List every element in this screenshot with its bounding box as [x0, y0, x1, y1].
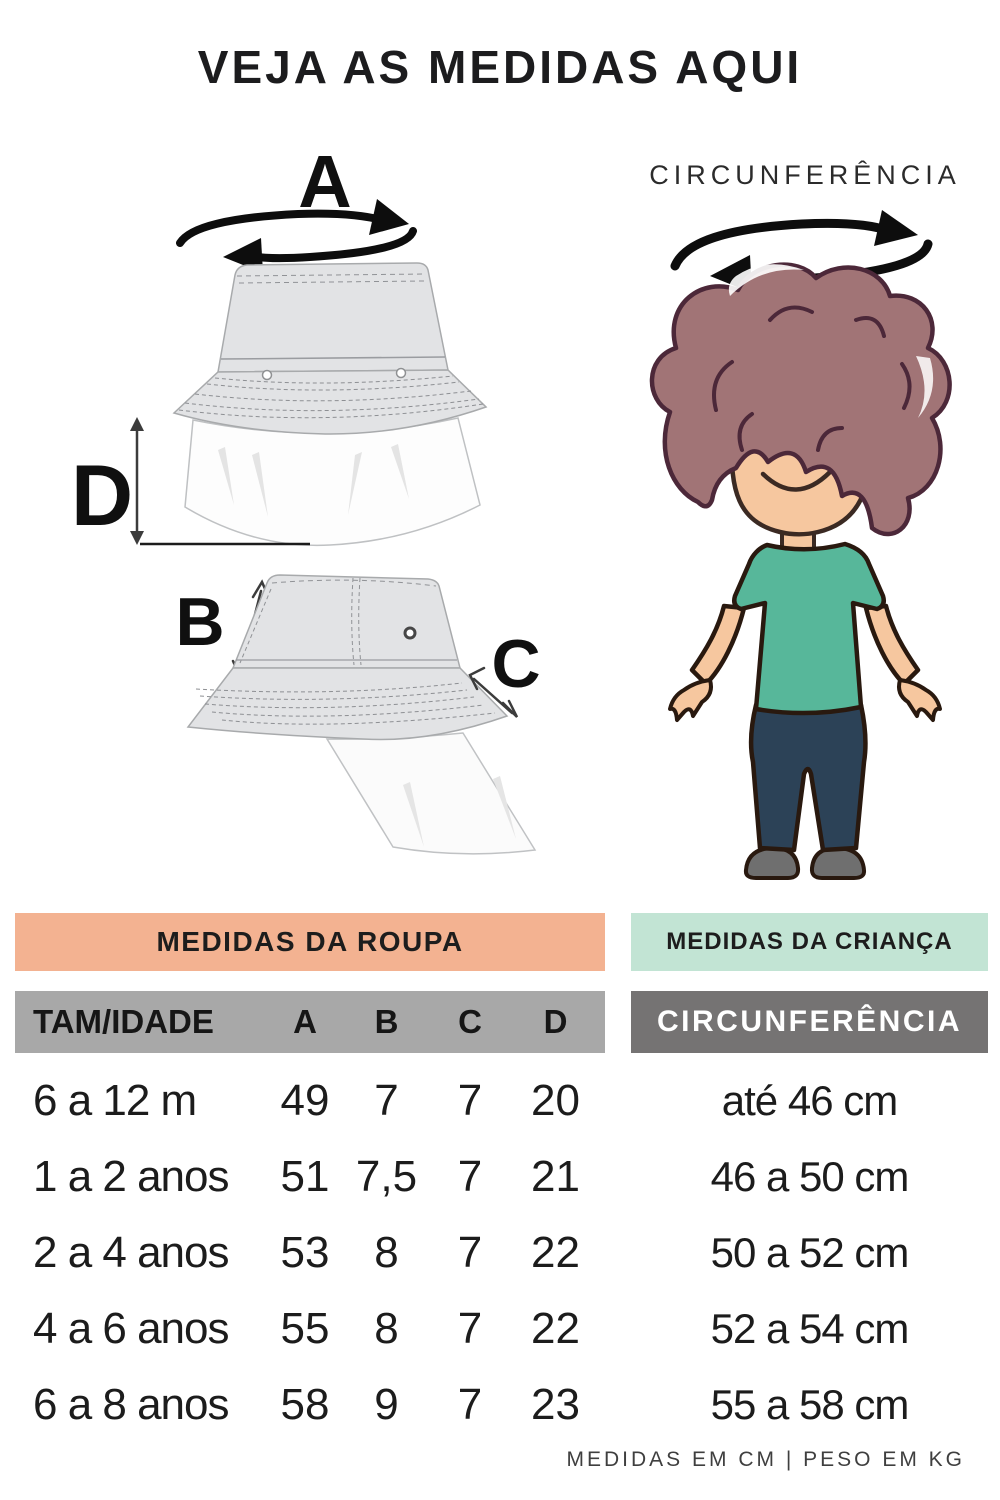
size-cell: 6 a 12 m — [33, 1076, 197, 1125]
hat-crown — [233, 575, 460, 668]
b-cell: 8 — [374, 1304, 399, 1353]
c-cell: 7 — [457, 1076, 483, 1125]
rotation-arrow-icon — [180, 199, 413, 273]
child-shirt — [734, 544, 884, 713]
hat-front-illustration — [55, 135, 615, 565]
b-cell: 7,5 — [355, 1152, 418, 1201]
child-illustration — [620, 200, 990, 890]
child-shoes — [746, 848, 864, 878]
child-left-arm — [670, 606, 744, 720]
a-cell: 49 — [280, 1076, 330, 1125]
c-cell: 7 — [457, 1304, 483, 1353]
table-row: 55 a 58 cm — [710, 1381, 909, 1428]
a-cell: 51 — [280, 1152, 330, 1201]
table-row — [15, 1063, 605, 1139]
child-table-column: CIRCUNFERÊNCIA — [631, 991, 988, 1053]
c-cell: 7 — [457, 1152, 483, 1201]
size-cell: 1 a 2 anos — [33, 1152, 229, 1201]
size-cell: 2 a 4 anos — [33, 1228, 229, 1277]
dimension-a-label: A — [298, 140, 352, 223]
hat-neck-flap — [327, 733, 535, 854]
hat-eyelet — [405, 628, 415, 638]
d-cell: 23 — [531, 1380, 580, 1429]
d-cell: 22 — [531, 1304, 580, 1353]
table-row — [15, 1139, 605, 1215]
d-cell: 22 — [531, 1228, 580, 1277]
a-cell: 58 — [280, 1380, 330, 1429]
table-row — [15, 1215, 605, 1291]
c-cell: 7 — [457, 1380, 483, 1429]
table-row: 46 a 50 cm — [710, 1153, 909, 1200]
page-title: VEJA AS MEDIDAS AQUI — [197, 41, 803, 93]
b-cell: 7 — [374, 1076, 399, 1125]
size-cell: 4 a 6 anos — [33, 1304, 229, 1353]
clothing-measurements-table — [15, 913, 605, 1443]
child-table-header: MEDIDAS DA CRIANÇA — [631, 913, 988, 971]
column-a: A — [293, 1003, 317, 1040]
dimension-d-label: D — [70, 448, 134, 544]
c-cell: 7 — [457, 1228, 483, 1277]
column-c: C — [458, 1003, 482, 1040]
hat-crown — [218, 263, 448, 372]
d-cell: 21 — [531, 1152, 580, 1201]
column-b: B — [374, 1003, 399, 1040]
column-size: TAM/IDADE — [33, 1003, 214, 1040]
clothing-table-columns — [15, 991, 605, 1053]
a-cell: 55 — [280, 1304, 330, 1353]
circumference-label: CIRCUNFERÊNCIA — [649, 160, 961, 190]
a-cell: 53 — [280, 1228, 330, 1277]
hat-eyelet — [397, 369, 406, 378]
clothing-table-header: MEDIDAS DA ROUPA — [15, 913, 605, 971]
table-row: até 46 cm — [721, 1077, 898, 1124]
dimension-b-label: B — [175, 584, 225, 660]
hat-side-illustration — [150, 555, 580, 880]
units-note: MEDIDAS EM CM | PESO EM KG — [566, 1448, 965, 1471]
b-cell: 9 — [374, 1380, 399, 1429]
hat-eyelet — [263, 371, 272, 380]
child-pants — [751, 705, 865, 850]
table-row: 50 a 52 cm — [710, 1229, 909, 1276]
child-right-arm — [866, 606, 940, 720]
dimension-c-label: C — [491, 626, 541, 702]
column-d: D — [543, 1003, 568, 1040]
table-row: 52 a 54 cm — [710, 1305, 909, 1352]
d-cell: 20 — [531, 1076, 580, 1125]
child-measurements-table — [631, 913, 988, 1443]
table-row — [15, 1291, 605, 1367]
hat-neck-flap — [185, 418, 480, 545]
size-cell: 6 a 8 anos — [33, 1380, 229, 1429]
b-cell: 8 — [374, 1228, 399, 1277]
hat-brim — [188, 668, 507, 740]
table-row — [15, 1367, 605, 1443]
